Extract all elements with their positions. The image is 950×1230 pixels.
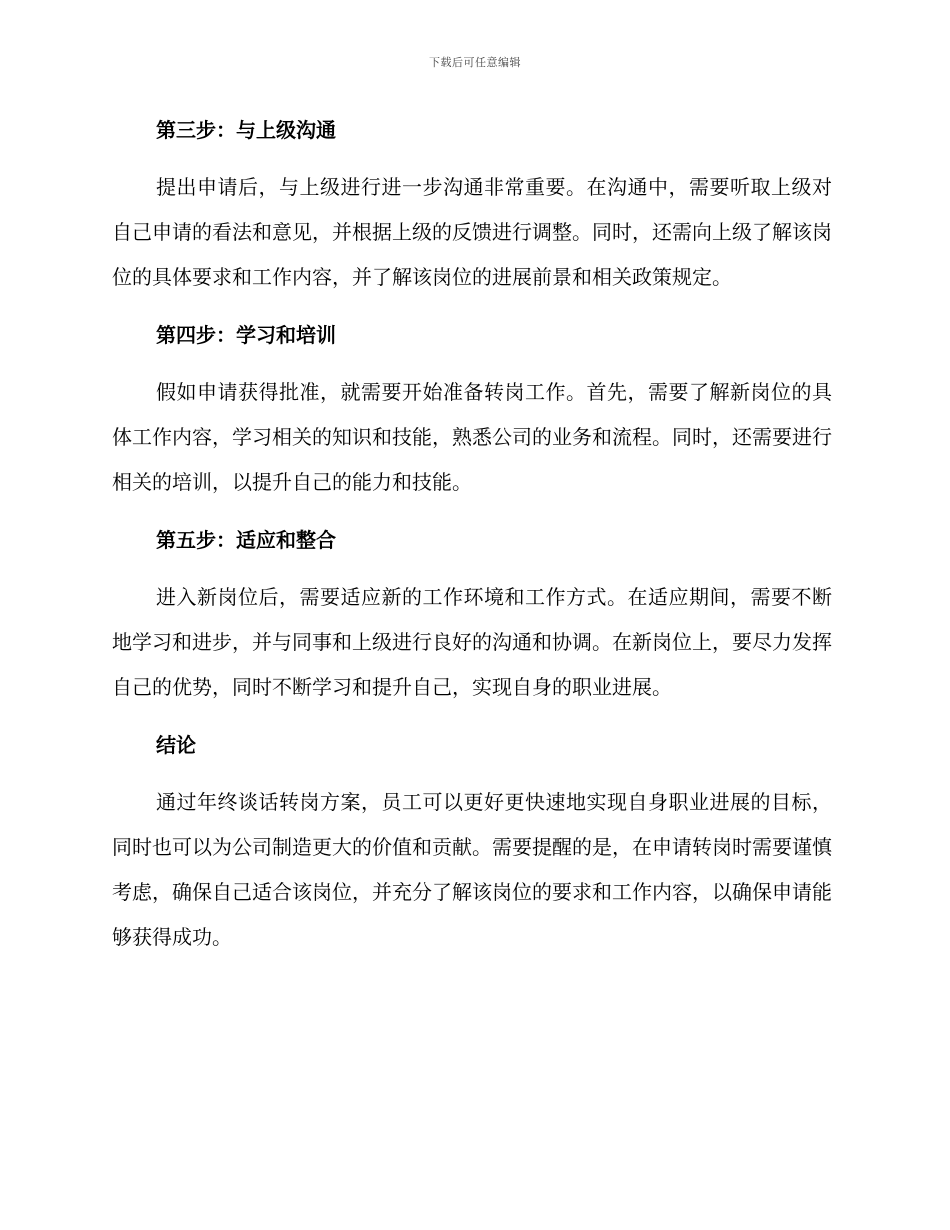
section-paragraph-step3: 提出申请后，与上级进行进一步沟通非常重要。在沟通中，需要听取上级对自己申请的看法和意见，并根据上级的反馈进行调整。同时，还需向上级了解该岗位的具体要求和工作内容，并了解该岗位的进展前景和相关政策规定。 xyxy=(112,175,832,289)
section-paragraph-step5: 进入新岗位后，需要适应新的工作环境和工作方式。在适应期间，需要不断地学习和进步，并与同事和上级进行良好的沟通和协调。在新岗位上，要尽力发挥自己的优势，同时不断学习和提升自己，实现自身的职业进展。 xyxy=(112,585,832,699)
section-heading-conclusion: 结论 xyxy=(156,733,196,757)
document-body xyxy=(112,108,832,960)
header-note: 下载后可任意编辑 xyxy=(429,56,521,69)
section-paragraph-conclusion: 通过年终谈话转岗方案，员工可以更好更快速地实现自身职业进展的目标，同时也可以为公司制造更大的价值和贡献。需要提醒的是，在申请转岗时需要谨慎考虑，确保自己适合该岗位，并充分了解该岗位的要求和工作内容，以确保申请能够获得成功。 xyxy=(112,790,832,949)
section-heading-step3: 第三步：与上级沟通 xyxy=(156,118,336,142)
section-heading-step5: 第五步：适应和整合 xyxy=(156,528,336,552)
section-heading-step4: 第四步：学习和培训 xyxy=(156,323,336,347)
section-paragraph-step4: 假如申请获得批准，就需要开始准备转岗工作。首先，需要了解新岗位的具体工作内容，学习相关的知识和技能，熟悉公司的业务和流程。同时，还需要进行相关的培训，以提升自己的能力和技能。 xyxy=(112,380,832,494)
